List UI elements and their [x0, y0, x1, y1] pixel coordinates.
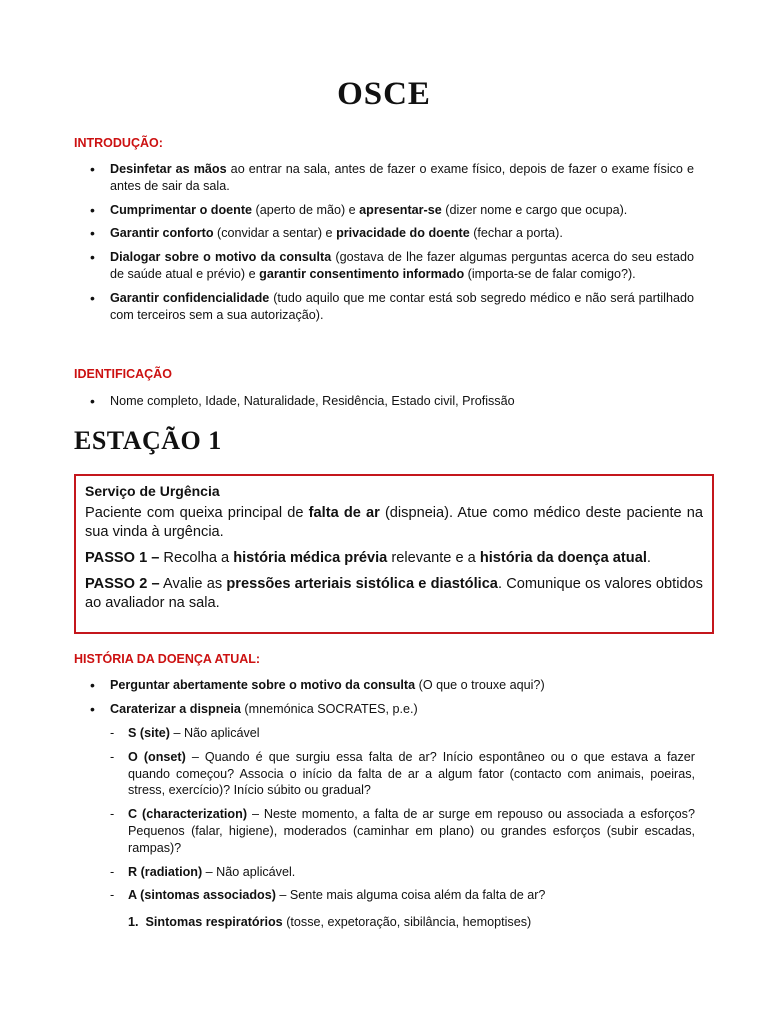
associated-symptoms-list — [128, 914, 688, 931]
list-item — [86, 225, 694, 242]
bullet-icon: • — [90, 677, 95, 693]
text-bold: história médica prévia — [233, 550, 388, 566]
dash-icon: - — [110, 749, 115, 764]
page-title: OSCE — [337, 76, 431, 112]
list-item-bold: A (sintomas associados) — [128, 888, 276, 903]
list-item-text: (convidar a sentar) e — [213, 226, 337, 241]
list-item-text: (tudo aquilo que me contar está sob segredo médico e não será partilhado com terceiros sem a sua autorização). — [110, 290, 694, 322]
list-item — [128, 914, 688, 931]
list-item-bold: O (onset) — [128, 749, 186, 764]
text-bold: pressões arteriais sistólica e diastólica — [226, 576, 498, 592]
text-bold: história da doença atual — [479, 550, 647, 566]
list-item-bold: Garantir confidencialidade — [110, 290, 270, 305]
list-item-text: Nome completo, Idade, Naturalidade, Residência, Estado civil, Profissão — [110, 394, 515, 408]
list-item — [110, 749, 695, 799]
station-heading: ESTAÇÃO 1 — [74, 426, 222, 455]
list-item-bold: privacidade do doente — [336, 226, 470, 241]
bullet-icon: • — [90, 393, 95, 409]
list-item — [86, 701, 694, 718]
text-bold: falta de ar — [308, 505, 380, 521]
list-item — [110, 887, 695, 904]
list-item-text: (fechar a porta). — [469, 226, 563, 241]
list-item — [86, 202, 694, 219]
list-item-text: – Sente mais alguma coisa além da falta de ar? — [275, 888, 546, 903]
list-item — [86, 393, 694, 410]
list-number: 1. — [128, 915, 139, 929]
list-item-bold: R (radiation) — [128, 864, 203, 879]
list-item-text: ao entrar na sala, antes de fazer o exame físico, depois de fazer o exame físico e antes de sair da sala. — [110, 162, 695, 193]
hda-list — [86, 677, 694, 718]
list-item — [86, 249, 694, 283]
list-item-bold: Desinfetar as mãos — [110, 162, 227, 176]
step-2-paragraph — [85, 575, 703, 613]
intro-list — [86, 161, 694, 323]
list-item — [110, 725, 695, 742]
section-heading-identificacao: IDENTIFICAÇÃO — [74, 367, 172, 381]
list-item — [86, 290, 694, 324]
list-item — [86, 677, 694, 694]
step-label: PASSO 2 – — [85, 576, 160, 592]
list-item-bold: Cumprimentar o doente — [110, 202, 253, 217]
list-item-text: (importa-se de falar comigo?). — [464, 266, 636, 281]
list-item-bold: Perguntar abertamente sobre o motivo da consulta — [110, 678, 416, 692]
text: Recolha a — [159, 550, 234, 566]
bullet-icon: • — [90, 249, 95, 266]
dash-icon: - — [110, 726, 115, 740]
dash-icon: - — [110, 864, 115, 879]
section-heading-introducao: INTRODUÇÃO: — [74, 136, 163, 150]
bullet-icon: • — [90, 225, 95, 242]
list-item-bold: Caraterizar a dispneia — [110, 701, 241, 716]
text: Avalie as — [159, 576, 227, 592]
bullet-icon: • — [90, 289, 95, 306]
dash-icon: - — [110, 807, 115, 822]
list-item — [86, 161, 694, 195]
list-item-text: – Não aplicável — [170, 726, 260, 740]
list-item-text: (mnemónica SOCRATES, p.e.) — [240, 701, 418, 716]
list-item-bold: Dialogar sobre o motivo da consulta — [110, 250, 332, 265]
scenario-box — [74, 474, 714, 634]
identificacao-list — [86, 393, 694, 410]
list-item-text: (aperto de mão) e — [252, 202, 360, 217]
list-item — [110, 806, 695, 856]
text: Paciente com queixa principal de — [85, 505, 309, 521]
list-item-text: – Neste momento, a falta de ar surge em repouso ou associada a esforços? Pequenos (falar, higiene), moderados (caminhar em plano) ou grandes esforços (subir escadas, rampas)? — [128, 807, 695, 855]
socrates-list — [110, 725, 695, 904]
text: . — [646, 550, 651, 566]
bullet-icon: • — [90, 700, 95, 717]
list-item-bold: C (characterization) — [128, 807, 248, 822]
bullet-icon: • — [90, 161, 95, 177]
list-item-text: – Não aplicável. — [202, 864, 296, 879]
list-item-text: (tosse, expetoração, sibilância, hemoptises) — [282, 915, 532, 929]
list-item-text: (O que o trouxe aqui?) — [415, 678, 545, 692]
list-item-bold: garantir consentimento informado — [259, 266, 465, 281]
list-item-text: (dizer nome e cargo que ocupa). — [441, 202, 628, 217]
text: relevante e a — [387, 550, 480, 566]
text: . Comunique os valores obtidos ao avaliador na sala. — [85, 576, 703, 611]
list-item-text: – Quando é que surgiu essa falta de ar? Início espontâneo ou o que estava a fazer quando começou? Associa o início da falta de ar a algum fator (contacto com animais, poeiras, stress, exercício)? Início súbito ou gradual? — [128, 749, 695, 798]
step-1-paragraph — [85, 549, 703, 568]
step-label: PASSO 1 – — [85, 550, 160, 566]
scenario-title: Serviço de Urgência — [85, 483, 220, 499]
list-item-bold: Garantir conforto — [110, 226, 214, 241]
text: (dispneia). Atue como médico deste paciente na sua vinda à urgência. — [85, 505, 703, 540]
list-item-bold: apresentar-se — [359, 202, 442, 217]
section-heading-hda: HISTÓRIA DA DOENÇA ATUAL: — [74, 652, 261, 666]
dash-icon: - — [110, 888, 115, 903]
list-item-bold: S (site) — [128, 726, 170, 740]
list-item-bold: Sintomas respiratórios — [145, 915, 283, 929]
list-item — [110, 864, 695, 881]
bullet-icon: • — [90, 201, 95, 218]
list-item-text: (gostava de lhe fazer algumas perguntas acerca do seu estado de saúde atual e prévio) e — [110, 250, 694, 281]
scenario-paragraph — [85, 504, 703, 542]
